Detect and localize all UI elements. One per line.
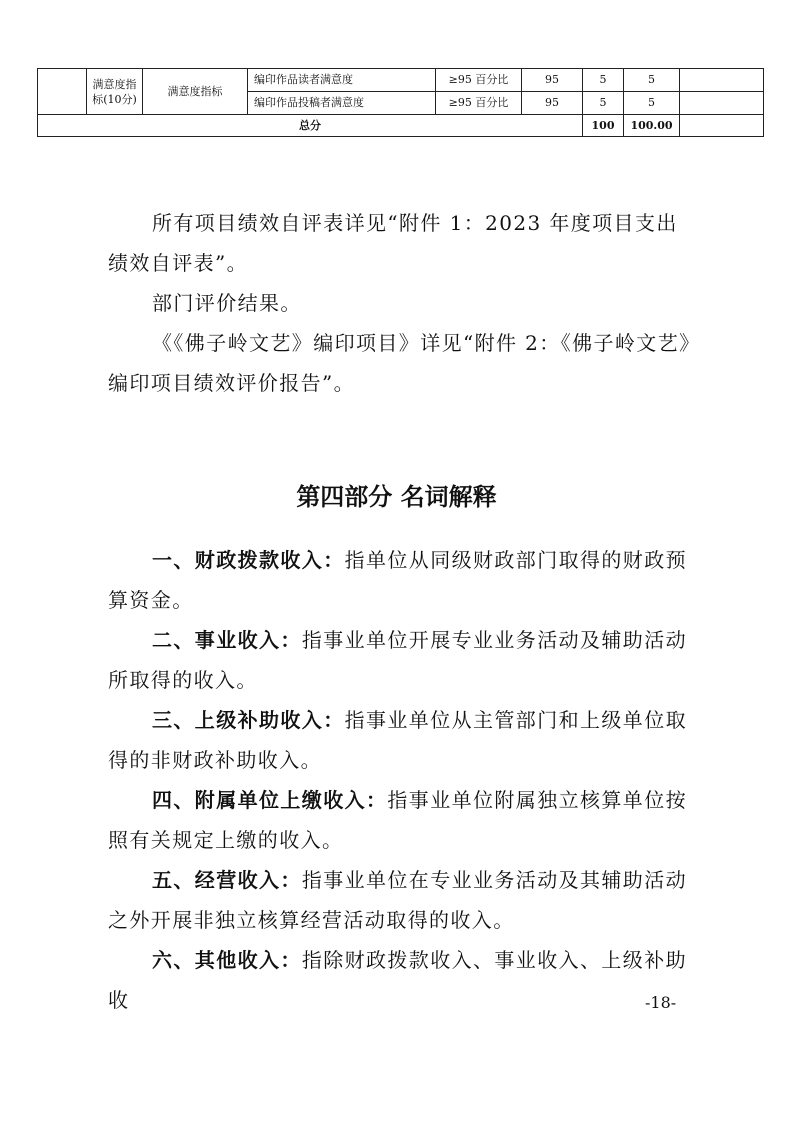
note-cell xyxy=(680,92,764,115)
performance-table xyxy=(37,68,764,137)
definition-item xyxy=(108,540,693,620)
definition-term: 五、经营收入： xyxy=(152,868,302,892)
indicator-name-cell: 编印作品投稿者满意度 xyxy=(248,92,436,115)
paragraph-project-report: 《《佛子岭文艺》编印项目》详见“附件 2：《佛子岭文艺》编印项目绩效评价报告”。 xyxy=(108,331,691,395)
total-note-cell xyxy=(680,115,764,137)
table-cell-blank xyxy=(38,69,87,115)
definition-item xyxy=(108,780,693,860)
total-label-cell: 总分 xyxy=(38,115,583,137)
definition-term: 二、事业收入： xyxy=(152,628,302,652)
definition-text: 指事业单位从主管部门和上级单位取得的非财政补助收入。 xyxy=(108,708,688,772)
sub-indicator-cell: 满意度指标 xyxy=(143,69,248,115)
definition-text: 指除财政拨款收入、事业收入、上级补助收 xyxy=(108,948,688,1012)
score-cell: 5 xyxy=(624,69,680,92)
definition-text: 指事业单位开展专业业务活动及辅助活动所取得的收入。 xyxy=(108,628,688,692)
target-cell: ≥95 百分比 xyxy=(436,69,522,92)
definition-text: 指事业单位附属独立核算单位按照有关规定上缴的收入。 xyxy=(108,788,688,852)
definition-item xyxy=(108,860,693,940)
paragraph-dept-evaluation: 部门评价结果。 xyxy=(152,291,302,315)
total-weight-cell: 100 xyxy=(583,115,624,137)
definition-term: 三、上级补助收入： xyxy=(152,708,345,732)
weight-cell: 5 xyxy=(583,92,624,115)
definition-item xyxy=(108,700,693,780)
note-cell xyxy=(680,69,764,92)
section-title: 第四部分 名词解释 xyxy=(296,483,497,511)
definition-item xyxy=(108,620,693,700)
definition-term: 一、财政拨款收入： xyxy=(152,548,345,572)
indicator-name-cell: 编印作品读者满意度 xyxy=(248,69,436,92)
definition-text: 指事业单位在专业业务活动及其辅助活动之外开展非独立核算经营活动取得的收入。 xyxy=(108,868,688,932)
definition-term: 六、其他收入： xyxy=(152,948,302,972)
dimension-cell: 满意度指标(10分) xyxy=(87,69,143,115)
table-row xyxy=(38,69,764,92)
actual-cell: 95 xyxy=(522,92,583,115)
definition-item xyxy=(108,940,693,1020)
total-score-cell: 100.00 xyxy=(624,115,680,137)
total-row xyxy=(38,115,764,137)
score-cell: 5 xyxy=(624,92,680,115)
definition-text: 指单位从同级财政部门取得的财政预算资金。 xyxy=(108,548,688,612)
page-number: -18- xyxy=(645,993,677,1012)
definition-term: 四、附属单位上缴收入： xyxy=(152,788,388,812)
paragraph-self-evaluation: 所有项目绩效自评表详见“附件 1：2023 年度项目支出绩效自评表”。 xyxy=(108,211,678,275)
actual-cell: 95 xyxy=(522,69,583,92)
weight-cell: 5 xyxy=(583,69,624,92)
target-cell: ≥95 百分比 xyxy=(436,92,522,115)
